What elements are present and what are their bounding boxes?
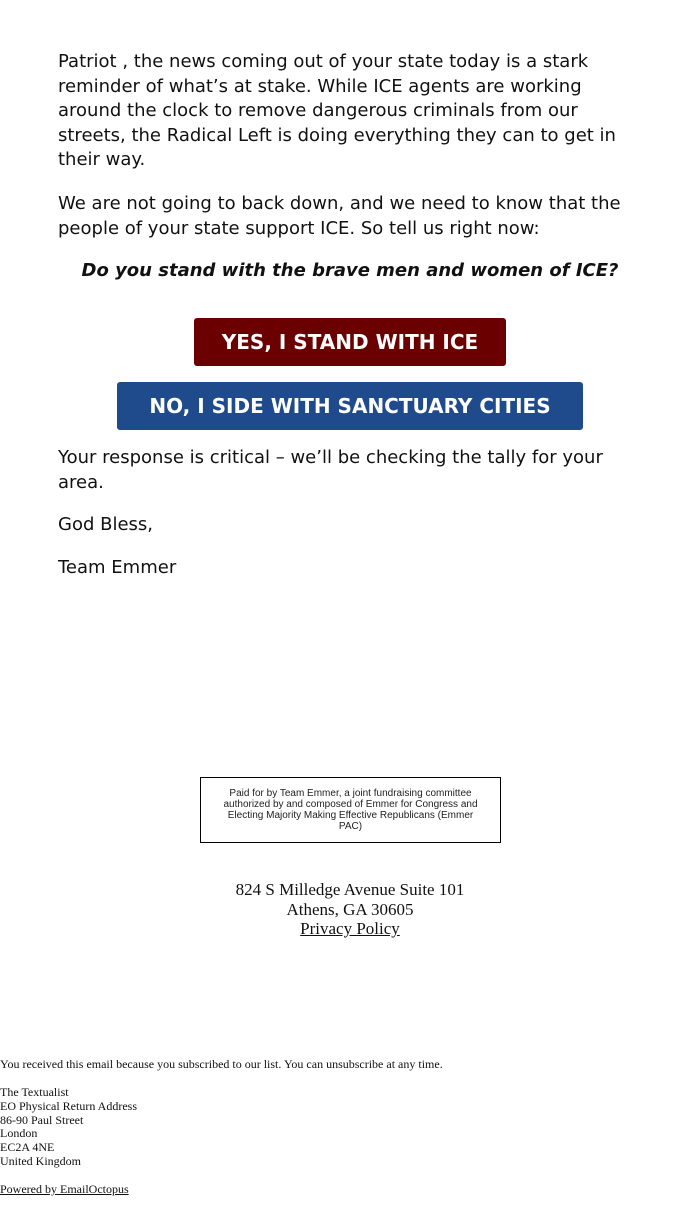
intro-paragraph: Patriot , the news coming out of your state today is a stark reminder of what’s at stake. While ICE agents are working around the clock to remove dangerous criminals from our streets, the Radical Left is doing everything they can to get in their way. — [58, 51, 616, 170]
sender-address — [0, 1086, 700, 1169]
sender-line: London — [0, 1126, 38, 1141]
subscription-notice: You received this email because you subscribed to our list. You can unsubscribe at any time. — [0, 1057, 443, 1071]
privacy-policy-link[interactable]: Privacy Policy — [300, 919, 400, 938]
signature: Team Emmer — [58, 557, 177, 578]
survey-question: Do you stand with the brave men and women of ICE? — [81, 260, 619, 281]
sender-line: The Textualist — [0, 1085, 69, 1099]
sender-line: EC2A 4NE — [0, 1140, 55, 1155]
mailing-address — [0, 880, 700, 939]
powered-by-footer — [0, 1183, 700, 1197]
sign-off: God Bless, — [58, 514, 154, 535]
sender-line: United Kingdom — [0, 1153, 81, 1168]
powered-by-emailoctopus-link[interactable]: Powered by EmailOctopus — [0, 1182, 129, 1196]
paid-for-disclaimer — [200, 777, 501, 843]
address-line-2: Athens, GA 30605 — [286, 899, 414, 919]
sender-line: EO Physical Return Address — [0, 1098, 137, 1113]
no-sanctuary-cities-button[interactable]: NO, I SIDE WITH SANCTUARY CITIES — [117, 382, 583, 430]
disclaimer-text: Paid for by Team Emmer, a joint fundraising committee authorized by and composed of Emmer for Congress and Electing Majority Making Effective Republicans (Emmer PAC) — [223, 788, 478, 832]
response-critical-paragraph: Your response is critical – we’ll be checking the tally for your area. — [58, 447, 603, 493]
call-to-action-paragraph: We are not going to back down, and we need to know that the people of your state support ICE. So tell us right now: — [58, 193, 621, 239]
address-line-1: 824 S Milledge Avenue Suite 101 — [235, 880, 465, 899]
sender-line: 86-90 Paul Street — [0, 1112, 84, 1127]
yes-stand-with-ice-button[interactable]: YES, I STAND WITH ICE — [194, 318, 506, 366]
